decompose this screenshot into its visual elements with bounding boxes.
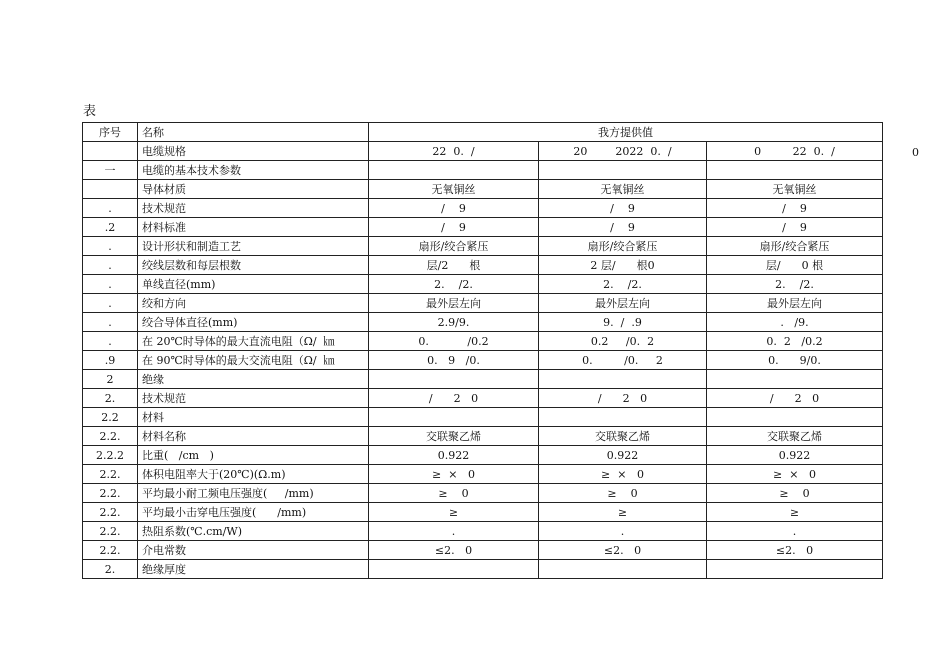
table-row xyxy=(83,427,883,446)
table-row xyxy=(83,560,883,579)
row-value: 层/2 根 xyxy=(369,256,539,275)
row-value: 无氧铜丝 xyxy=(369,180,539,199)
row-value: 最外层左向 xyxy=(369,294,539,313)
table-row xyxy=(83,275,883,294)
row-number: 2.2. xyxy=(83,522,138,541)
row-name: 设计形状和制造工艺 xyxy=(138,237,369,256)
row-value xyxy=(707,370,883,389)
row-value: ≥ × 0 xyxy=(369,465,539,484)
row-value xyxy=(369,370,539,389)
row-value: ≥ × 0 xyxy=(707,465,883,484)
row-number: . xyxy=(83,256,138,275)
row-value xyxy=(369,560,539,579)
row-value: 0 22 0. / xyxy=(707,142,883,161)
row-value: 交联聚乙烯 xyxy=(707,427,883,446)
table-row xyxy=(83,180,883,199)
row-number: . xyxy=(83,332,138,351)
row-value xyxy=(369,161,539,180)
row-name: 技术规范 xyxy=(138,389,369,408)
row-value: / 2 0 xyxy=(707,389,883,408)
row-value: 扇形/绞合紧压 xyxy=(539,237,707,256)
row-name: 材料标准 xyxy=(138,218,369,237)
row-value: 9. / .9 xyxy=(539,313,707,332)
row-value: 0. /0. 2 xyxy=(539,351,707,370)
row-value: / 9 xyxy=(707,218,883,237)
row-value: 交联聚乙烯 xyxy=(369,427,539,446)
row-value: 20 2022 0. / xyxy=(539,142,707,161)
row-number: . xyxy=(83,275,138,294)
row-number: 2. xyxy=(83,560,138,579)
row-name: 单线直径(mm) xyxy=(138,275,369,294)
row-name: 在 90℃时导体的最大交流电阻（Ω/ ㎞ xyxy=(138,351,369,370)
row-name: 绞线层数和每层根数 xyxy=(138,256,369,275)
row-value: ≥ xyxy=(539,503,707,522)
row-number: . xyxy=(83,199,138,218)
row-number: . xyxy=(83,237,138,256)
row-value xyxy=(707,560,883,579)
row-name: 在 20℃时导体的最大直流电阻（Ω/ ㎞ xyxy=(138,332,369,351)
table-row xyxy=(83,218,883,237)
row-name: 比重( /cm ) xyxy=(138,446,369,465)
table-row xyxy=(83,465,883,484)
table-row xyxy=(83,484,883,503)
row-value: 2. /2. xyxy=(707,275,883,294)
spec-table xyxy=(82,122,883,579)
row-number: 2.2. xyxy=(83,541,138,560)
table-row xyxy=(83,446,883,465)
row-value: . /9. xyxy=(707,313,883,332)
row-number: 2.2. xyxy=(83,465,138,484)
row-name: 材料名称 xyxy=(138,427,369,446)
row-value: 无氧铜丝 xyxy=(539,180,707,199)
table-row xyxy=(83,389,883,408)
row-number: .2 xyxy=(83,218,138,237)
row-value: 0. 9 /0. xyxy=(369,351,539,370)
table-row xyxy=(83,199,883,218)
row-value xyxy=(539,560,707,579)
row-value: 0.922 xyxy=(539,446,707,465)
row-value: ≤2. 0 xyxy=(539,541,707,560)
row-value: 交联聚乙烯 xyxy=(539,427,707,446)
row-number xyxy=(83,142,138,161)
row-value: 0.922 xyxy=(707,446,883,465)
table-row xyxy=(83,522,883,541)
row-value: ≤2. 0 xyxy=(369,541,539,560)
row-value: ≥ xyxy=(369,503,539,522)
row-number: 2.2 xyxy=(83,408,138,427)
table-row xyxy=(83,503,883,522)
row-value: 0. /0.2 xyxy=(369,332,539,351)
row-name: 介电常数 xyxy=(138,541,369,560)
row-name: 电缆规格 xyxy=(138,142,369,161)
row-value: ≥ xyxy=(707,503,883,522)
table-caption: 表 xyxy=(83,104,97,119)
row-name: 绞合导体直径(mm) xyxy=(138,313,369,332)
header-provided: 我方提供值 xyxy=(369,123,883,142)
row-number: 一 xyxy=(83,161,138,180)
row-number: .9 xyxy=(83,351,138,370)
row-number: 2.2. xyxy=(83,427,138,446)
row-name: 平均最小耐工频电压强度( /mm) xyxy=(138,484,369,503)
row-value: . xyxy=(707,522,883,541)
row-name: 电缆的基本技术参数 xyxy=(138,161,369,180)
table-row xyxy=(83,408,883,427)
row-name: 技术规范 xyxy=(138,199,369,218)
row-value: 扇形/绞合紧压 xyxy=(707,237,883,256)
table-row xyxy=(83,370,883,389)
row-name: 体积电阻率大于(20℃)(Ω.m) xyxy=(138,465,369,484)
table-row xyxy=(83,161,883,180)
header-row xyxy=(83,123,883,142)
row-number xyxy=(83,180,138,199)
header-name: 名称 xyxy=(138,123,369,142)
table-row xyxy=(83,142,883,161)
row-number: . xyxy=(83,294,138,313)
table-row xyxy=(83,541,883,560)
row-value: 0. 2 /0.2 xyxy=(707,332,883,351)
row-value: 2.9/9. xyxy=(369,313,539,332)
row-value: / 9 xyxy=(707,199,883,218)
row-value xyxy=(539,408,707,427)
row-value: / 2 0 xyxy=(369,389,539,408)
row-name: 导体材质 xyxy=(138,180,369,199)
row-value: ≥ × 0 xyxy=(539,465,707,484)
row-number: 2.2. xyxy=(83,503,138,522)
row-number: 2.2.2 xyxy=(83,446,138,465)
row-number: . xyxy=(83,313,138,332)
table-row xyxy=(83,294,883,313)
header-no: 序号 xyxy=(83,123,138,142)
row-value: / 9 xyxy=(369,199,539,218)
row-name: 绞和方向 xyxy=(138,294,369,313)
row-name: 绝缘 xyxy=(138,370,369,389)
row-value: 0.2 /0. 2 xyxy=(539,332,707,351)
row-value: ≥ 0 xyxy=(369,484,539,503)
row-value xyxy=(369,408,539,427)
row-value: . xyxy=(369,522,539,541)
row-value: 2. /2. xyxy=(369,275,539,294)
table-row xyxy=(83,332,883,351)
row-value: 最外层左向 xyxy=(707,294,883,313)
row-name: 平均最小击穿电压强度( /mm) xyxy=(138,503,369,522)
row-value: ≥ 0 xyxy=(539,484,707,503)
row-value: / 9 xyxy=(539,218,707,237)
row-value xyxy=(707,161,883,180)
row-value: 2. /2. xyxy=(539,275,707,294)
row-value xyxy=(539,370,707,389)
row-value: 0. 9/0. xyxy=(707,351,883,370)
overflow-text: 0 xyxy=(912,146,919,159)
table-row xyxy=(83,256,883,275)
row-number: 2.2. xyxy=(83,484,138,503)
row-value: 层/ 0 根 xyxy=(707,256,883,275)
row-value: 扇形/绞合紧压 xyxy=(369,237,539,256)
row-value: 无氧铜丝 xyxy=(707,180,883,199)
row-name: 材料 xyxy=(138,408,369,427)
row-value: 22 0. / xyxy=(369,142,539,161)
row-number: 2 xyxy=(83,370,138,389)
table-row xyxy=(83,351,883,370)
row-value: ≥ 0 xyxy=(707,484,883,503)
row-value: 最外层左向 xyxy=(539,294,707,313)
row-value: / 2 0 xyxy=(539,389,707,408)
row-value: 2 层/ 根0 xyxy=(539,256,707,275)
row-value: / 9 xyxy=(369,218,539,237)
row-value: ≤2. 0 xyxy=(707,541,883,560)
row-name: 热阻系数(℃.cm/W) xyxy=(138,522,369,541)
row-name: 绝缘厚度 xyxy=(138,560,369,579)
row-value: . xyxy=(539,522,707,541)
table-row xyxy=(83,237,883,256)
row-value xyxy=(539,161,707,180)
row-value: / 9 xyxy=(539,199,707,218)
row-number: 2. xyxy=(83,389,138,408)
row-value xyxy=(707,408,883,427)
row-value: 0.922 xyxy=(369,446,539,465)
table-row xyxy=(83,313,883,332)
